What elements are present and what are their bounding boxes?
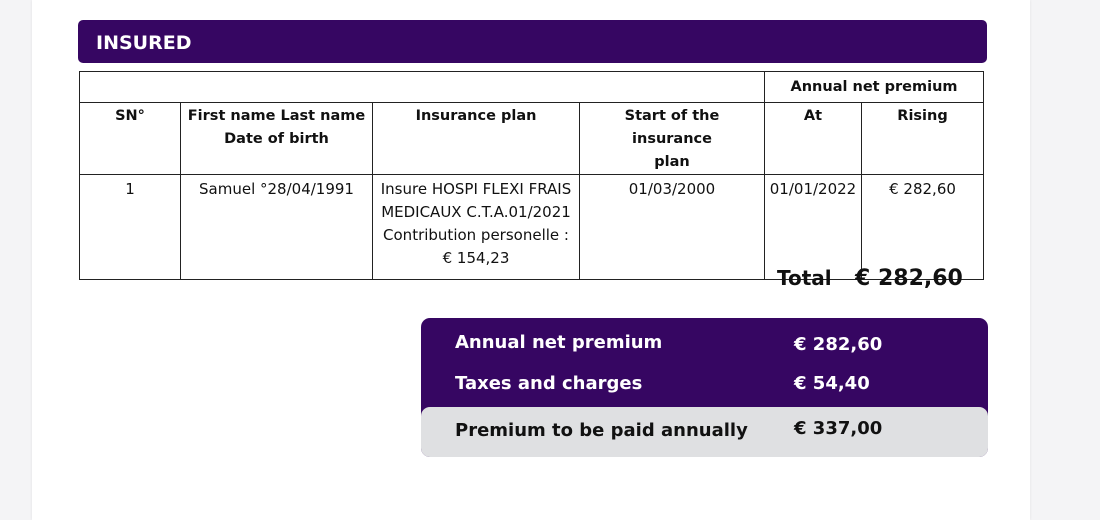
annual-net-premium-value: € 282,60 (794, 334, 883, 355)
taxes-value: € 54,40 (794, 373, 870, 394)
taxes-label: Taxes and charges (455, 373, 643, 394)
table-group-header-row (80, 72, 984, 103)
header-rising: Rising (862, 103, 984, 175)
table-header-row (80, 103, 984, 175)
header-name-dob (181, 103, 373, 175)
section-header (78, 20, 987, 63)
cell-at: 01/01/2022 (765, 175, 862, 280)
header-start-line1: Start of the insurance (624, 108, 720, 147)
cell-name-dob: Samuel °28/04/1991 (181, 175, 373, 280)
header-start-line2: plan (654, 154, 690, 170)
table-row (80, 175, 984, 280)
premium-annual-value: € 337,00 (794, 418, 883, 439)
header-plan: Insurance plan (373, 103, 580, 175)
total-value: € 282,60 (855, 266, 963, 291)
empty-header-cell (80, 72, 765, 103)
insured-table (79, 71, 984, 280)
premium-annual-label: Premium to be paid annually (455, 420, 748, 441)
plan-line-3: Contribution personelle : (383, 226, 569, 244)
header-sn: SN° (80, 103, 181, 175)
header-at: At (765, 103, 862, 175)
cell-start: 01/03/2000 (580, 175, 765, 280)
premium-summary-box (421, 318, 988, 457)
annual-net-premium-label: Annual net premium (455, 332, 663, 353)
header-dob-line: Date of birth (224, 131, 329, 147)
header-start (580, 103, 765, 175)
annual-net-premium-header: Annual net premium (765, 72, 984, 103)
cell-plan (373, 175, 580, 280)
plan-line-1: Insure HOSPI FLEXI FRAIS (380, 180, 572, 198)
plan-line-4: € 154,23 (442, 249, 510, 267)
total-label: Total (777, 266, 832, 290)
header-name-line: First name Last name (187, 108, 366, 124)
cell-rising: € 282,60 (862, 175, 984, 280)
summary-footer (421, 407, 988, 457)
document-page (32, 0, 1030, 520)
plan-line-2: MEDICAUX C.T.A.01/2021 (381, 203, 571, 221)
section-title: INSURED (96, 32, 192, 54)
cell-sn: 1 (80, 175, 181, 280)
